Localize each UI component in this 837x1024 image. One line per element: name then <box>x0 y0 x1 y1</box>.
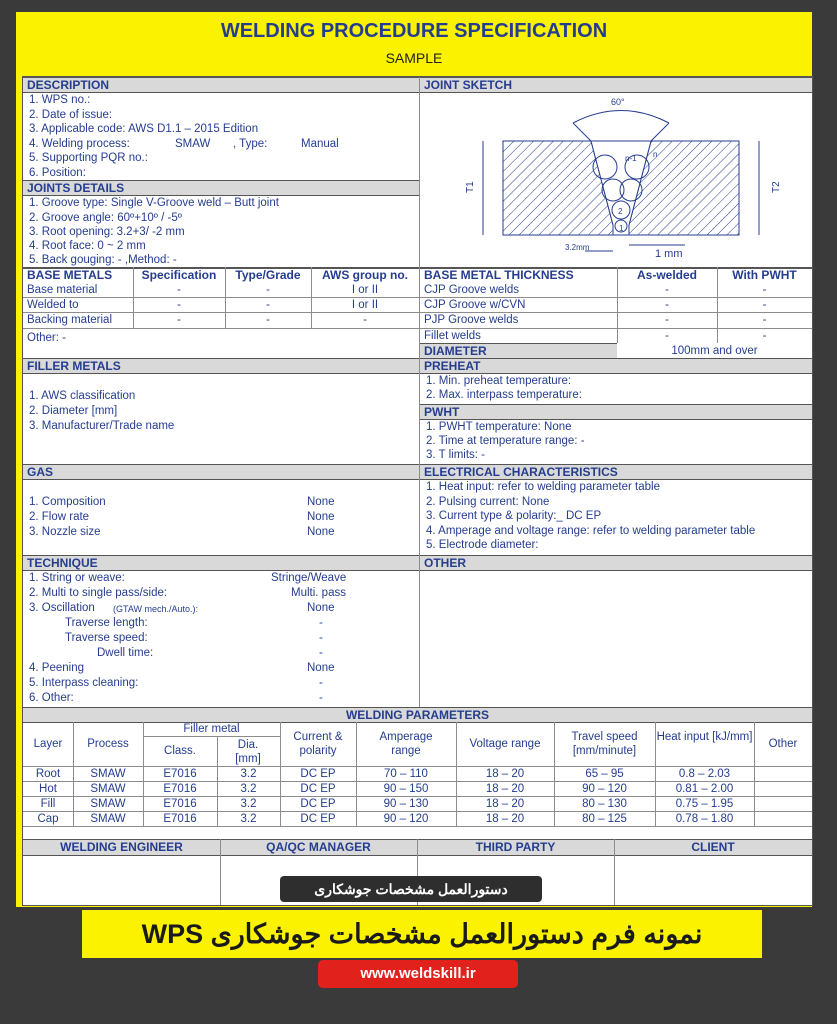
traverse-length: Traverse length: <box>65 617 148 629</box>
diameter-label: DIAMETER <box>420 343 617 359</box>
cjp-as-welded: - <box>665 284 669 296</box>
section-gas: GAS <box>23 464 419 480</box>
param-cell: 65 – 95 <box>585 768 624 780</box>
section-pwht: PWHT <box>420 404 812 420</box>
section-electrical: ELECTRICAL CHARACTERISTICS <box>420 464 812 480</box>
param-cell: 3.2 <box>240 768 257 780</box>
string-or-weave: 1. String or weave: <box>29 572 125 584</box>
with-pwht-header: With PWHT <box>732 268 797 282</box>
welding-process-value: SMAW <box>175 138 211 150</box>
gap-label: 3.2mm <box>565 243 590 252</box>
multi-pass-value: Multi. pass <box>291 587 346 599</box>
interpass-cleaning: 5. Interpass cleaning: <box>29 677 139 689</box>
cjp-cvn-as-welded: - <box>665 299 669 311</box>
param-cell: SMAW <box>90 798 126 810</box>
interpass-cleaning-value: - <box>319 677 323 689</box>
param-cell: E7016 <box>163 768 197 780</box>
pass-1-label: 1 <box>619 224 624 233</box>
param-cell: SMAW <box>90 768 126 780</box>
heat-input-header: Heat input [kJ/mm] <box>656 731 753 743</box>
fillet-label: Fillet welds <box>424 330 481 342</box>
technique-other-value: - <box>319 692 323 704</box>
gas-composition: 1. Composition <box>29 496 106 508</box>
position: 6. Position: <box>29 167 86 179</box>
backing-group: - <box>363 314 367 326</box>
pwht-t-limits: 3. T limits: - <box>426 449 485 461</box>
dwell-time-value: - <box>319 647 323 659</box>
type-value: Manual <box>301 138 339 150</box>
process-header: Process <box>87 738 129 750</box>
peening: 4. Peening <box>29 662 84 674</box>
pass-n1-label: n-1 <box>625 154 637 163</box>
oscillation-note: (GTAW mech./Auto.): <box>113 604 199 614</box>
dia-header: Dia. [mm] <box>235 739 261 765</box>
pwht-time: 2. Time at temperature range: - <box>426 435 585 447</box>
welded-to-label: Welded to <box>27 299 79 311</box>
face-label: 1 mm <box>655 248 683 260</box>
string-or-weave-value: Stringe/Weave <box>271 572 347 584</box>
wps-no: 1. WPS no.: <box>29 94 91 106</box>
pass-n-label: n <box>653 150 658 159</box>
param-cell: Hot <box>39 783 57 795</box>
section-joint-details: JOINTS DETAILS <box>23 180 419 196</box>
manufacturer: 3. Manufacturer/Trade name <box>29 420 175 432</box>
grade-header: Type/Grade <box>235 268 301 282</box>
param-cell: E7016 <box>163 798 197 810</box>
param-cell: 80 – 130 <box>582 798 627 810</box>
date-of-issue: 2. Date of issue: <box>29 109 113 121</box>
fillet-as-welded: - <box>665 330 669 342</box>
angle-arc <box>573 111 669 124</box>
document-subtitle: SAMPLE <box>385 50 443 66</box>
pulsing-current: 2. Pulsing current: None <box>426 496 550 508</box>
param-cell: DC EP <box>300 813 336 825</box>
backing-label: Backing material <box>27 314 113 326</box>
traverse-speed-value: - <box>319 632 323 644</box>
param-cell: 80 – 125 <box>582 813 627 825</box>
min-preheat: 1. Min. preheat temperature: <box>426 375 572 387</box>
cjp-cvn-label: CJP Groove w/CVN <box>424 299 526 311</box>
voltage-header: Voltage range <box>469 738 541 750</box>
param-cell: 18 – 20 <box>485 798 525 810</box>
param-cell: 70 – 110 <box>384 768 428 780</box>
param-cell: DC EP <box>300 768 336 780</box>
param-cell: 90 – 120 <box>582 783 627 795</box>
traverse-length-value: - <box>319 617 323 629</box>
section-filler-metals: FILLER METALS <box>23 358 419 374</box>
welded-to-spec: - <box>177 299 181 311</box>
base-material-label: Base material <box>27 284 98 296</box>
param-cell: 0.8 – 2.03 <box>678 768 731 780</box>
gas-nozzle-size-value: None <box>307 526 335 538</box>
current-type: 3. Current type & polarity:_ DC EP <box>426 510 602 522</box>
divider <box>419 77 420 263</box>
base-material-group: I or II <box>351 284 379 296</box>
section-welding-parameters: WELDING PARAMETERS <box>23 707 812 723</box>
param-cell: DC EP <box>300 783 336 795</box>
backing-grade: - <box>266 314 270 326</box>
base-metals-header: BASE METALS <box>27 268 113 282</box>
param-cell: 90 – 120 <box>383 813 429 825</box>
backing-spec: - <box>177 314 181 326</box>
joint-sketch-diagram <box>423 93 808 261</box>
pwht-temperature: 1. PWHT temperature: None <box>426 421 572 433</box>
root-opening: 3. Root opening: 3.2+3/ -2 mm <box>29 226 185 238</box>
pjp-label: PJP Groove welds <box>424 314 519 326</box>
sig-third-party: THIRD PARTY <box>475 840 556 854</box>
diameter-value: 100mm and over <box>671 345 758 357</box>
param-cell: 90 – 130 <box>383 798 429 810</box>
peening-value: None <box>307 662 335 674</box>
gas-nozzle-size: 3. Nozzle size <box>29 526 101 538</box>
param-cell: 18 – 20 <box>485 783 525 795</box>
groove-type: 1. Groove type: Single V-Groove weld – Butt joint <box>29 197 279 209</box>
param-cell: Fill <box>40 798 56 810</box>
base-other: Other: - <box>27 332 66 344</box>
gas-composition-value: None <box>307 496 335 508</box>
t1-label: T1 <box>465 181 476 193</box>
technique-other: 6. Other: <box>29 692 74 704</box>
persian-tag: دستورالعمل مشخصات جوشکاری <box>280 876 542 902</box>
max-interpass: 2. Max. interpass temperature: <box>426 389 582 401</box>
welding-process: 4. Welding process: <box>29 138 130 150</box>
filler-group-header: Filler metal <box>183 723 240 735</box>
applicable-code: 3. Applicable code: AWS D1.1 – 2015 Edition <box>29 123 259 135</box>
gas-flow-rate: 2. Flow rate <box>29 511 90 523</box>
param-cell: Cap <box>37 813 59 825</box>
param-cell: 3.2 <box>240 783 257 795</box>
back-gouging: 5. Back gouging: - ,Method: - <box>29 254 177 266</box>
spec-header: Specification <box>141 268 217 282</box>
traverse-speed: Traverse speed: <box>65 632 148 644</box>
param-cell: 90 – 150 <box>383 783 429 795</box>
welding-parameters-table <box>23 722 812 828</box>
oscillation-value: None <box>307 602 335 614</box>
param-cell: 18 – 20 <box>485 813 525 825</box>
base-material-spec: - <box>177 284 181 296</box>
t2-label: T2 <box>771 181 782 193</box>
cjp-label: CJP Groove welds <box>424 284 520 296</box>
travel-speed-header: Travel speed [mm/minute] <box>571 731 638 757</box>
param-cell: 0.81 – 2.00 <box>675 783 734 795</box>
fillet-pwht: - <box>762 330 767 342</box>
as-welded-header: As-welded <box>636 268 697 282</box>
section-preheat: PREHEAT <box>420 358 812 374</box>
heat-input: 1. Heat input: refer to welding parameter table <box>426 481 660 493</box>
layer-header: Layer <box>33 738 63 750</box>
welded-to-grade: - <box>266 299 270 311</box>
aws-classification: 1. AWS classification <box>29 390 136 402</box>
root-face: 4. Root face: 0 ~ 2 mm <box>29 240 146 252</box>
current-header: Current & polarity <box>293 731 343 757</box>
sig-qa-qc-manager: QA/QC MANAGER <box>266 840 371 854</box>
section-joint-sketch: JOINT SKETCH <box>420 77 812 93</box>
wps-form <box>22 76 813 906</box>
param-cell: 18 – 20 <box>485 768 525 780</box>
oscillation: 3. Oscillation <box>29 602 95 614</box>
aws-group-header: AWS group no. <box>322 268 408 282</box>
section-other: OTHER <box>420 555 812 571</box>
param-cell: E7016 <box>163 783 197 795</box>
param-cell: 0.78 – 1.80 <box>675 813 734 825</box>
section-technique: TECHNIQUE <box>23 555 419 571</box>
pjp-pwht: - <box>762 314 767 326</box>
param-cell: Root <box>35 768 61 780</box>
persian-headline: نمونه فرم دستورالعمل مشخصات جوشکاری WPS <box>82 910 762 958</box>
param-cell: SMAW <box>90 813 126 825</box>
param-cell: SMAW <box>90 783 126 795</box>
cjp-pwht: - <box>762 284 767 296</box>
electrode-diameter: 5. Electrode diameter: <box>426 539 539 551</box>
cjp-cvn-pwht: - <box>762 299 767 311</box>
type-label: , Type: <box>233 138 268 150</box>
dwell-time: Dwell time: <box>97 647 154 659</box>
pass-2-label: 2 <box>618 207 623 216</box>
pjp-as-welded: - <box>665 314 669 326</box>
base-material-grade: - <box>266 284 270 296</box>
site-url[interactable]: www.weldskill.ir <box>318 960 518 988</box>
filler-diameter: 2. Diameter [mm] <box>29 405 118 417</box>
document-title: WELDING PROCEDURE SPECIFICATION <box>220 20 608 42</box>
param-cell: 3.2 <box>240 813 257 825</box>
sig-welding-engineer: WELDING ENGINEER <box>60 840 183 854</box>
param-cell: 0.75 – 1.95 <box>675 798 734 810</box>
other-header: Other <box>768 738 798 750</box>
sig-client: CLIENT <box>691 840 735 854</box>
gas-flow-rate-value: None <box>307 511 335 523</box>
amperage-header: Amperage range <box>379 731 433 757</box>
thickness-header: BASE METAL THICKNESS <box>424 268 574 282</box>
param-cell: 3.2 <box>240 798 257 810</box>
multi-pass: 2. Multi to single pass/side: <box>29 587 168 599</box>
class-header: Class. <box>164 745 196 757</box>
section-description: DESCRIPTION <box>23 77 419 93</box>
amperage-voltage: 4. Amperage and voltage range: refer to welding parameter table <box>426 525 756 537</box>
welded-to-group: I or II <box>351 299 379 311</box>
groove-angle: 2. Groove angle: 60º+10º / -5º <box>29 212 182 224</box>
param-cell: DC EP <box>300 798 336 810</box>
param-cell: E7016 <box>163 813 197 825</box>
angle-label: 60° <box>611 97 625 107</box>
supporting-pqr: 5. Supporting PQR no.: <box>29 152 148 164</box>
